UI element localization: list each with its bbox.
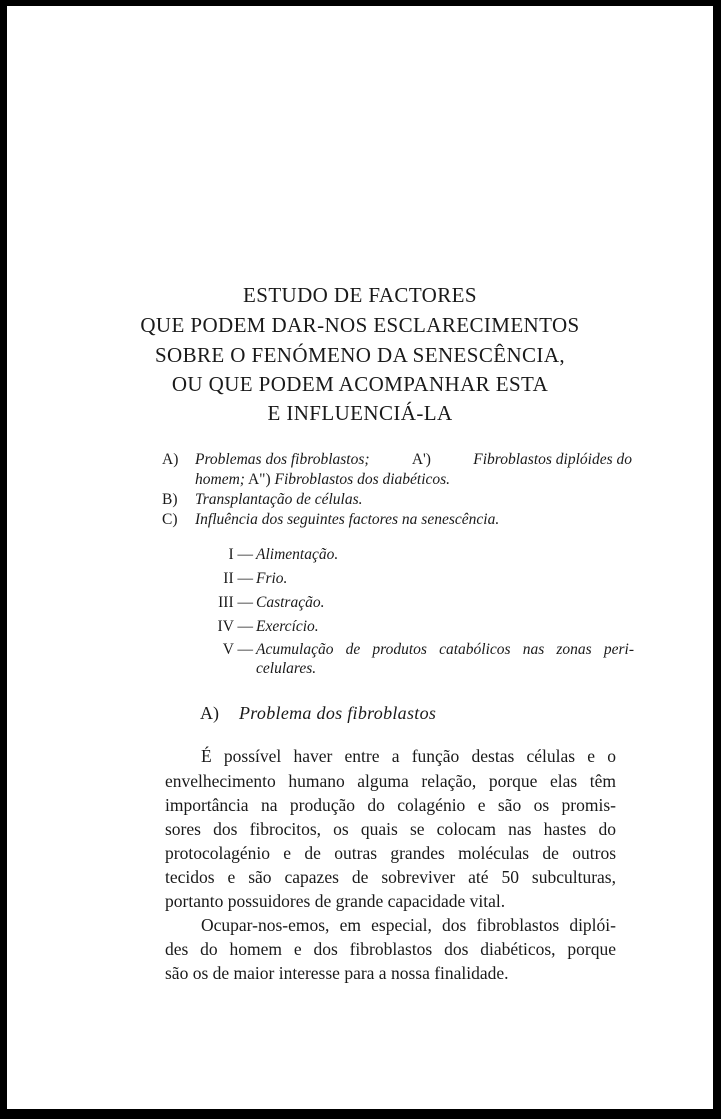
title-line-5: E INFLUENCIÁ-LA: [267, 401, 453, 425]
title-line-4: OU QUE PODEM ACOMPANHAR ESTA: [171, 372, 549, 396]
section-heading: Problema dos fibroblastos: [239, 703, 437, 723]
para1-line-3: importância na produção do colagénio e são os promis-: [165, 795, 616, 815]
para1-line-1: É possível haver entre a função destas células e o: [201, 746, 616, 766]
outline-a-text-1c: Fibroblastos diplóides do: [473, 451, 632, 468]
factor-3-text: Castração.: [256, 594, 325, 611]
outline-b-text: Transplantação de células.: [195, 491, 363, 508]
section-marker: A): [200, 703, 219, 723]
factor-4-text: Exercício.: [256, 618, 319, 635]
para1-line-4: sores dos fibrocitos, os quais se colocam nas hastes do: [165, 819, 616, 839]
outline-a-line-1: [195, 451, 632, 469]
para1-line-5: protocolagénio e de outras grandes moléculas de outros: [165, 843, 616, 863]
factor-1-numeral: I —: [228, 546, 253, 563]
para2-line-3: são os de maior interesse para a nossa finalidade.: [165, 963, 509, 983]
title-line-3: SOBRE O FENÓMENO DA SENESCÊNCIA,: [154, 343, 566, 367]
outline-a-marker-double-prime: A"): [247, 471, 271, 488]
outline-a-text-2a: homem;: [195, 471, 245, 488]
outline-a-line-2: [195, 471, 450, 489]
title-line-1: ESTUDO DE FACTORES: [243, 283, 477, 307]
document-page: [7, 6, 713, 1109]
outline-a-marker-prime: A'): [411, 451, 431, 468]
factor-2-numeral: II —: [223, 570, 253, 587]
factor-5-text: Acumulação de produtos catabólicos nas zonas peri-: [256, 641, 634, 658]
para1-line-6: tecidos e são capazes de sobreviver até 50 subculturas,: [165, 867, 616, 887]
factor-2-text: Frio.: [256, 570, 288, 587]
factor-3-numeral: III —: [218, 594, 253, 611]
para2-line-2: des do homem e dos fibroblastos dos diabéticos, porque: [165, 939, 616, 959]
para2-line-1: Ocupar-nos-emos, em especial, dos fibroblastos diplói-: [201, 915, 616, 935]
outline-c-marker: C): [162, 511, 178, 528]
outline-a-text-2c: Fibroblastos dos diabéticos.: [274, 471, 451, 488]
factor-5-continuation: celulares.: [256, 660, 317, 677]
para1-line-2: envelhecimento humano alguma relação, porque elas têm: [165, 771, 616, 791]
outline-a-marker: A): [162, 451, 179, 468]
title-line-2: QUE PODEM DAR-NOS ESCLARECIMENTOS: [140, 313, 580, 337]
outline-b-marker: B): [162, 491, 178, 508]
outline-c-text: Influência dos seguintes factores na senescência.: [195, 511, 500, 528]
outline-a-text-1a: Problemas dos fibroblastos;: [195, 451, 370, 468]
factor-5-numeral: V —: [222, 641, 253, 658]
para1-line-7: portanto possuidores de grande capacidade vital.: [165, 891, 506, 911]
factor-1-text: Alimentação.: [256, 546, 339, 563]
factor-4-numeral: IV —: [217, 618, 253, 635]
